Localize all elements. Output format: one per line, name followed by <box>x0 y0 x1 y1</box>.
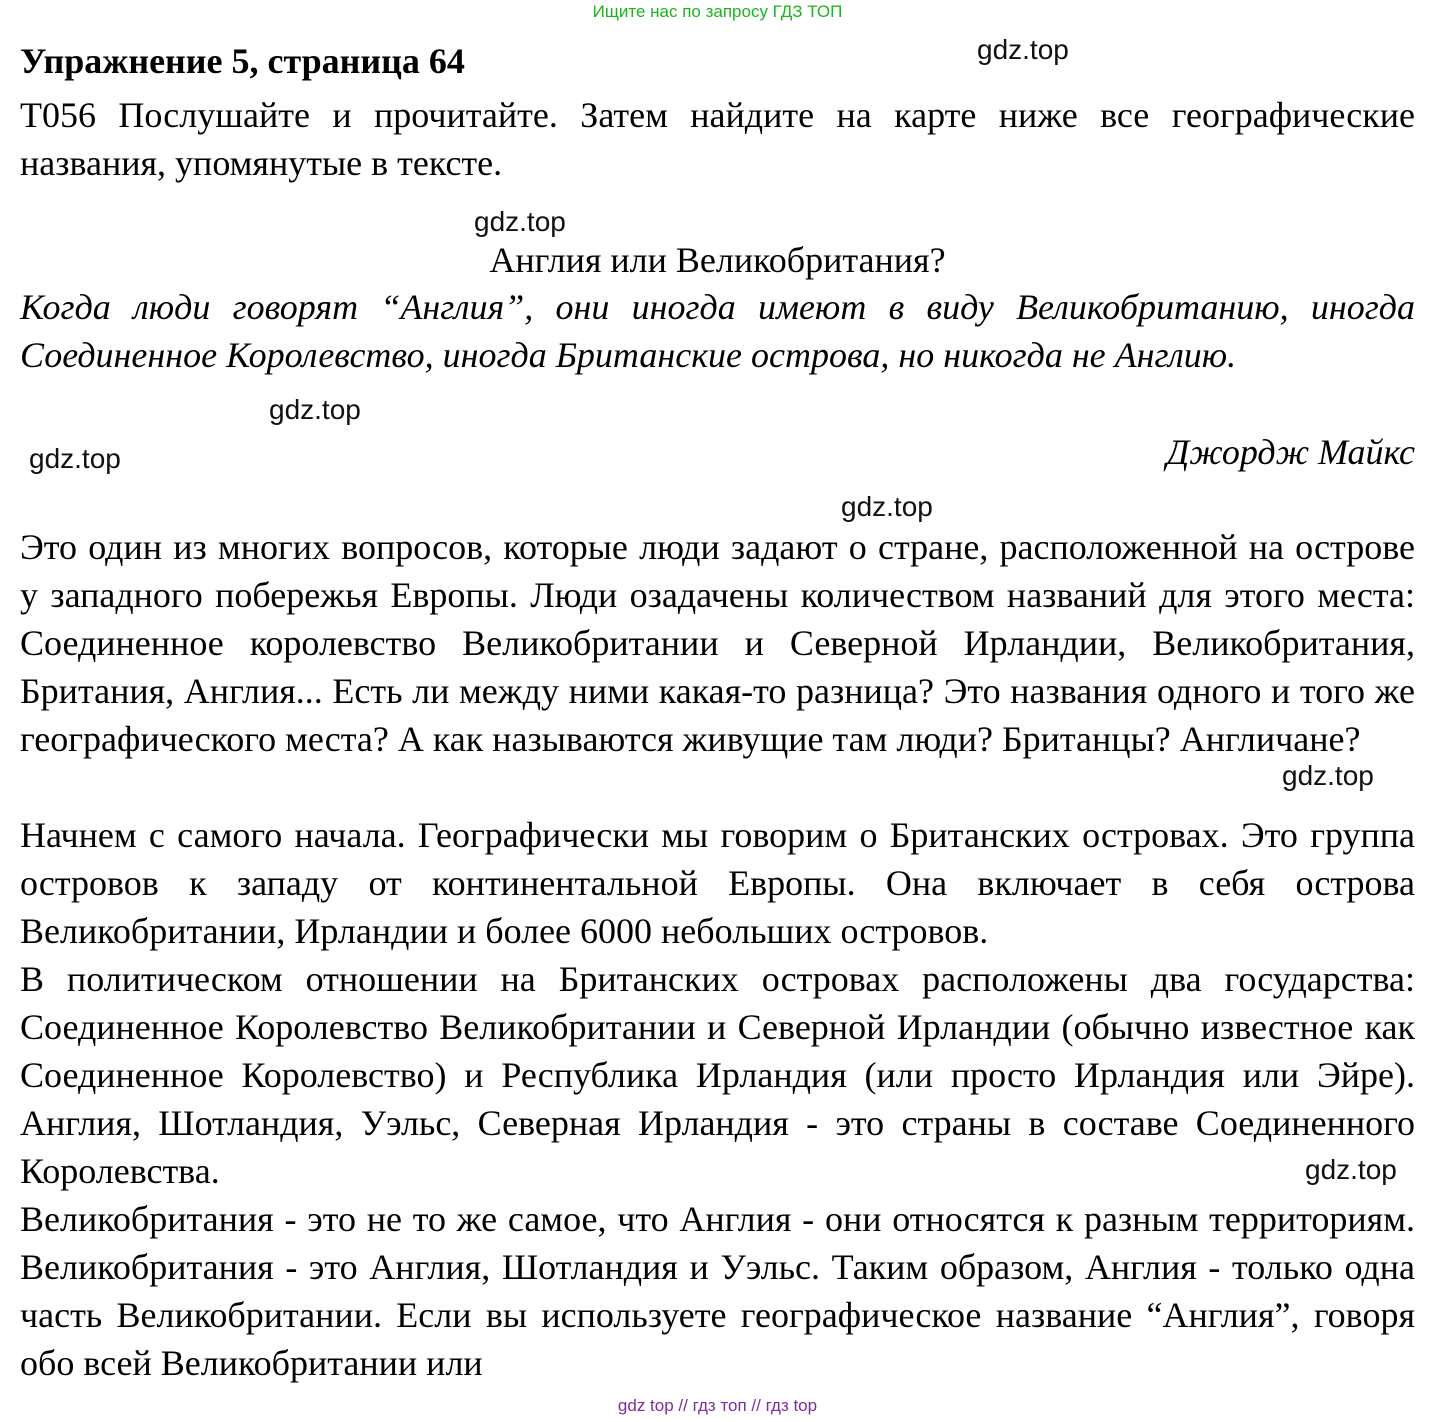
task-instruction: T056 Послушайте и прочитайте. Затем найдите на карте ниже все географические названия, упомянутые в тексте. <box>20 95 1415 183</box>
footer-note: gdz top // гдз топ // гдз top <box>617 1396 818 1415</box>
watermark: gdz.top <box>977 34 1069 65</box>
watermark: gdz.top <box>269 394 361 425</box>
exercise-heading: Упражнение 5, страница 64 <box>20 41 465 81</box>
watermark: gdz.top <box>1282 760 1374 791</box>
paragraph-4: Великобритания - это не то же самое, что Англия - они относятся к разным территориям. Великобритания - это Англия, Шотландия и Уэльс. Таким образом, Англия - только одна часть Великобритании. Если вы используете географическое название “Англия”, говоря обо всей Великобритании или <box>20 1199 1415 1383</box>
watermark: gdz.top <box>474 206 566 237</box>
top-search-note: Ищите нас по запросу ГДЗ ТОП <box>592 2 843 21</box>
epigraph-quote: Когда люди говорят “Англия”, они иногда имеют в виду Великобританию, иногда Соединенное Королевство, иногда Британские острова, но никогда не Англию. <box>20 287 1415 375</box>
paragraph-2: Начнем с самого начала. Географически мы говорим о Британских островах. Это группа островов к западу от континентальной Европы. Она включает в себя острова Великобритании, Ирландии и более 6000 небольших островов. <box>20 815 1415 951</box>
text-title: Англия или Великобритания? <box>489 240 946 280</box>
paragraph-3: В политическом отношении на Британских островах расположены два государства: Соединенное Королевство Великобритании и Северной Ирландии (обычно известное как Соединенное Королевство) и Республика Ирландия (или просто Ирландия или Эйре). Англия, Шотландия, Уэльс, Северная Ирландия - это страны в составе Соединенного Королевства. <box>20 959 1415 1191</box>
watermark: gdz.top <box>1305 1154 1397 1185</box>
watermark: gdz.top <box>841 491 933 522</box>
quote-author: Джордж Майкс <box>1166 432 1415 472</box>
paragraph-1: Это один из многих вопросов, которые люди задают о стране, расположенной на острове у западного побережья Европы. Люди озадачены количеством названий для этого места: Соединенное королевство Великобритании и Северной Ирландии, Великобритания, Британия, Англия... Есть ли между ними какая-то разница? Это названия одного и того же географического места? А как называются живущие там люди? Британцы? Англичане? <box>20 527 1415 759</box>
watermark: gdz.top <box>29 443 121 474</box>
